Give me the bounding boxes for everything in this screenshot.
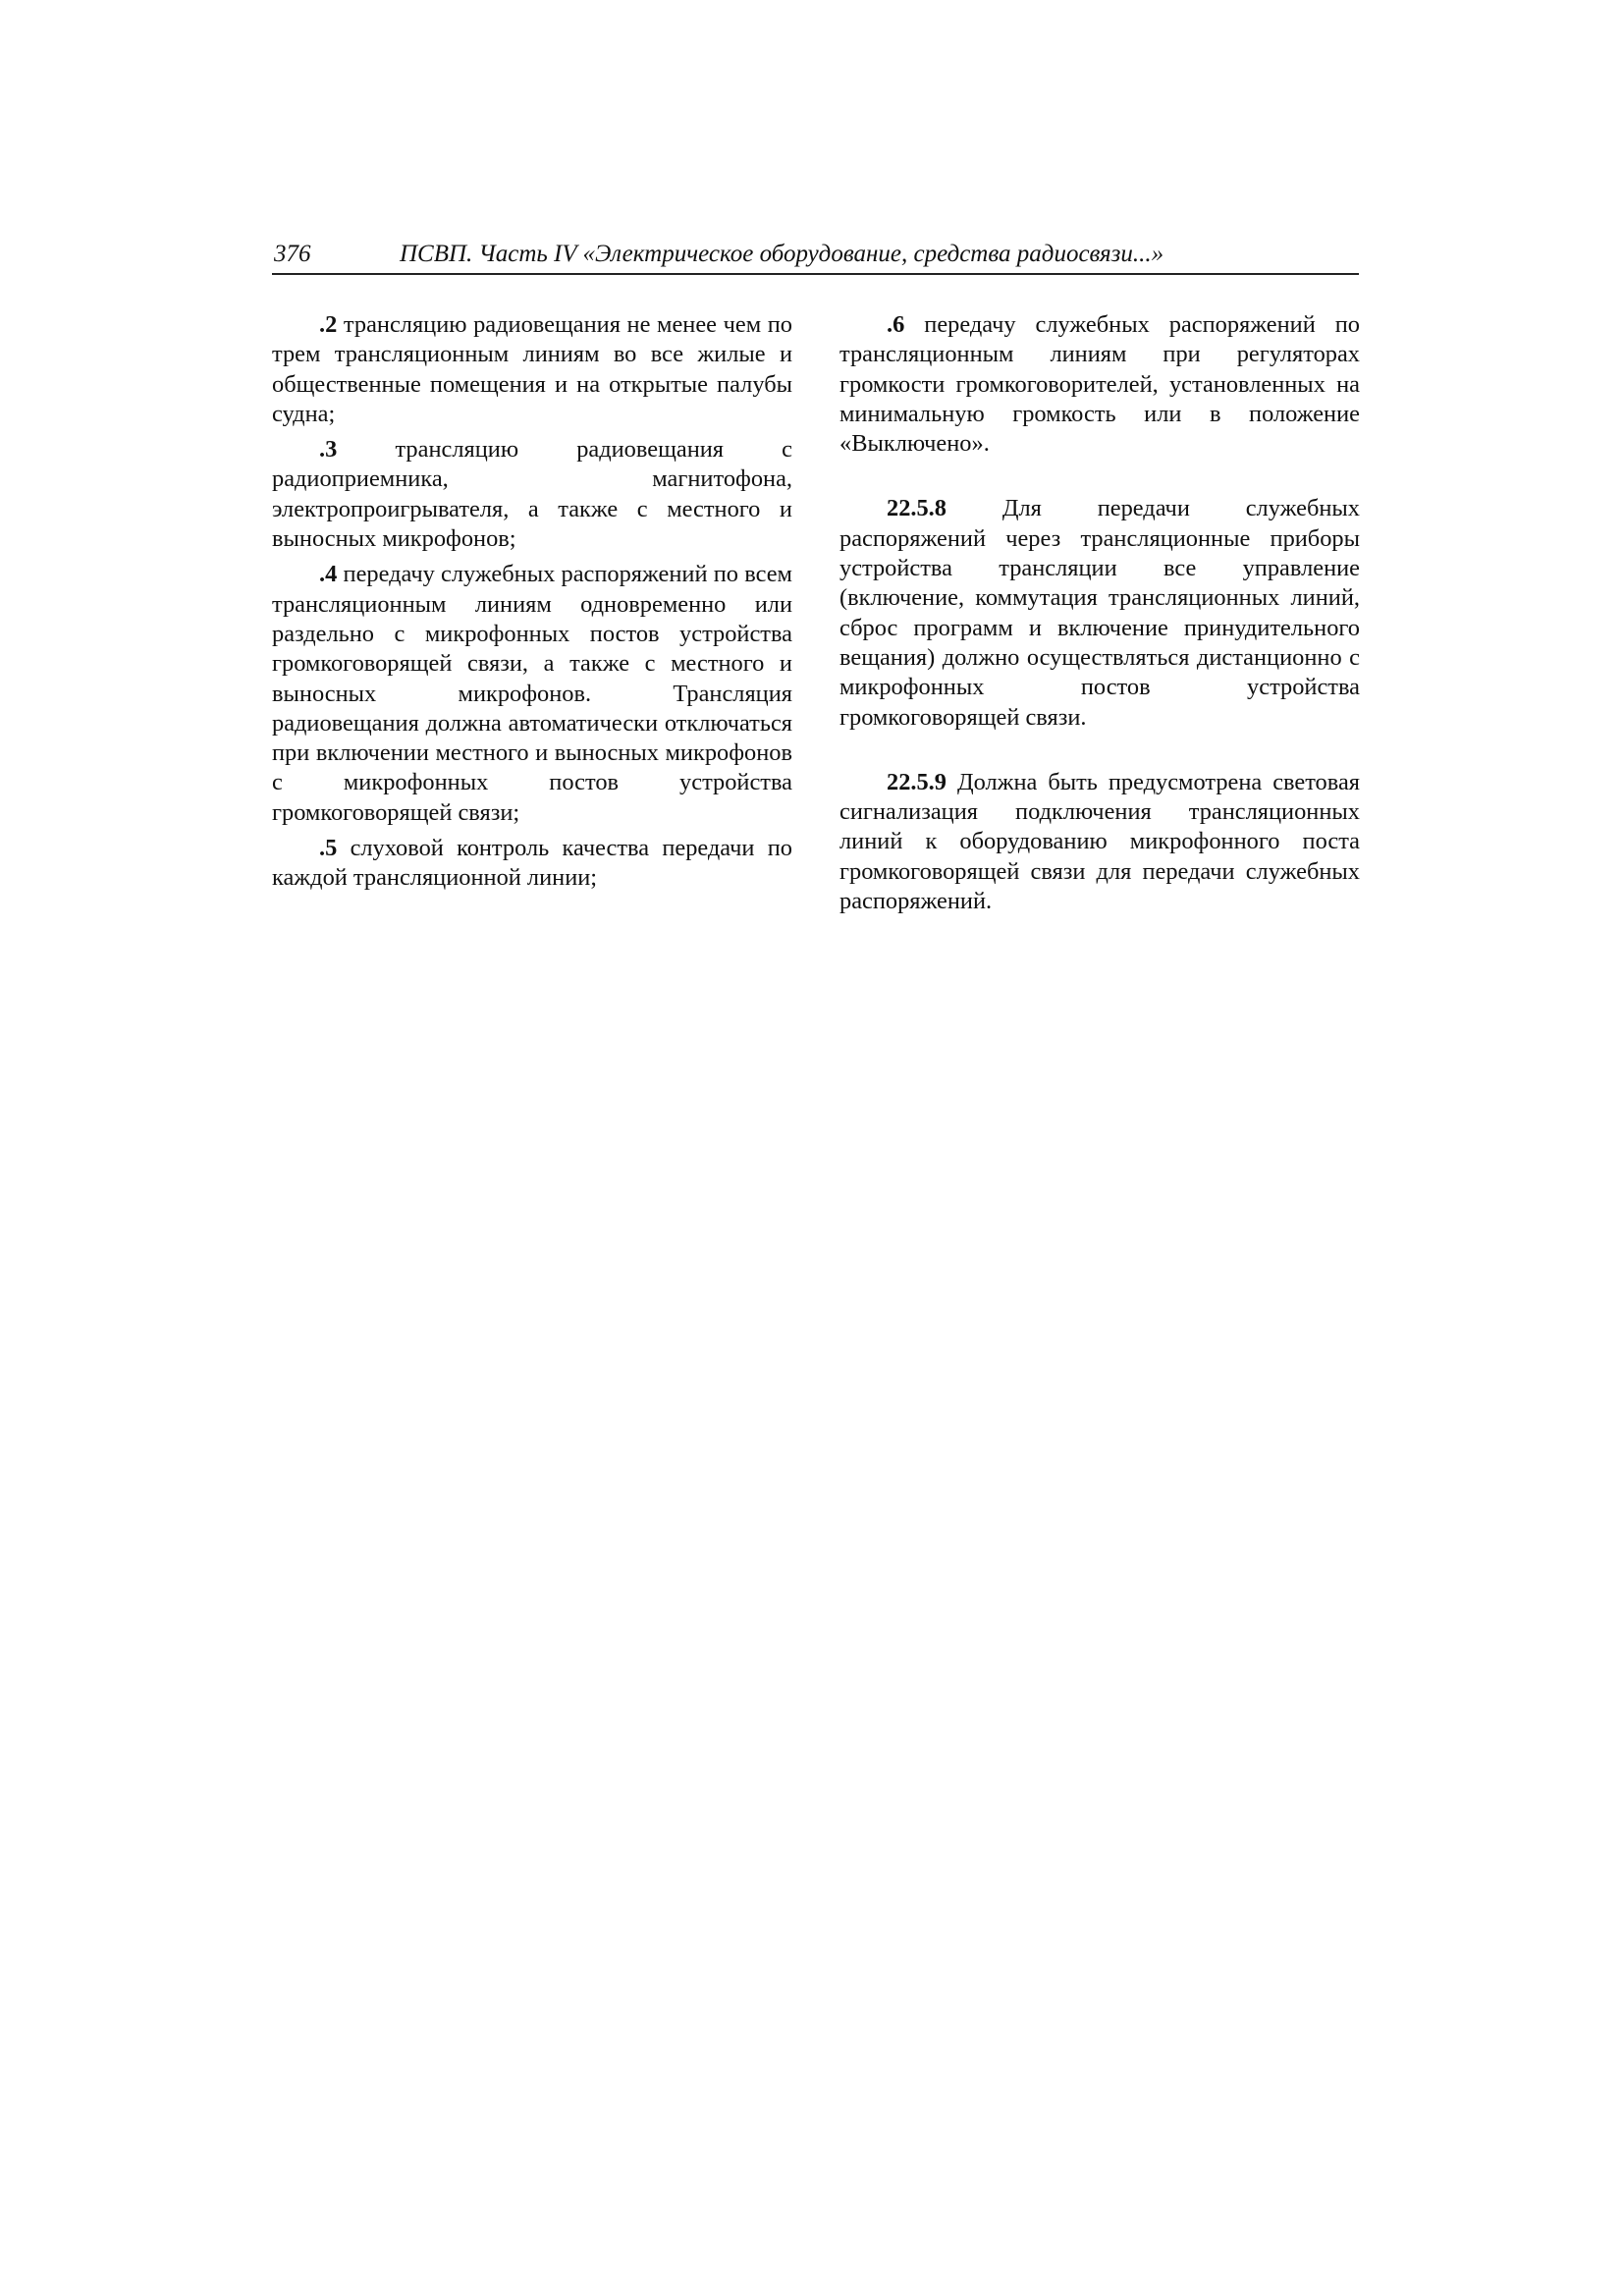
section-text: Должна быть предусмотрена световая сигнализация подключения трансляционных линий к оборудованию микрофонного поста громкоговорящей связи для передачи служебных распоряжений. [839, 768, 1360, 915]
item-number: .4 [319, 561, 338, 588]
item-number: .3 [319, 436, 338, 464]
section-number: 22.5.9 [887, 768, 947, 795]
section-22-5-9 [839, 768, 1360, 916]
page-header [272, 236, 1359, 275]
list-item-3 [272, 435, 792, 554]
running-title: ПСВП. Часть IV «Электрическое оборудование, средства радиосвязи...» [400, 241, 1164, 267]
paragraph-spacer [839, 465, 1360, 494]
right-column [839, 310, 1360, 922]
item-text: трансляцию радиовещания с радиоприемника, магнитофона, электропроигрывателя, а также с местного и выносных микрофонов; [272, 436, 792, 553]
list-item-5 [272, 834, 792, 894]
item-text: передачу служебных распоряжений по всем трансляционным линиям одновременно или раздельно с микрофонных постов устройства громкоговорящей связи, а также с местного и выносных микрофонов. Трансляция радиовещания должна автоматически отключаться при включении местного и выносных микрофонов с микрофонных постов устройства громкоговорящей связи; [272, 561, 792, 826]
item-text: слуховой контроль качества передачи по каждой трансляционной линии; [272, 835, 792, 892]
item-text: трансляцию радиовещания не менее чем по трем трансляционным линиям во все жилые и общественные помещения и на открытые палубы судна; [272, 311, 792, 427]
section-text: Для передачи служебных распоряжений через трансляционные приборы устройства трансляции все управление (включение, коммутация трансляционных линий, сброс программ и включение принудительного вещания) должно осуществляться дистанционно с микрофонных постов устройства громкоговорящей связи. [839, 495, 1360, 731]
left-column [272, 310, 792, 900]
list-item-2 [272, 310, 792, 429]
paragraph-spacer [839, 738, 1360, 768]
list-item-4 [272, 560, 792, 828]
item-number: .2 [319, 311, 338, 338]
section-22-5-8 [839, 494, 1360, 732]
item-text: передачу служебных распоряжений по трансляционным линиям при регуляторах громкости громкоговорителей, установленных на минимальную громкость или в положение «Выключено». [839, 311, 1360, 458]
list-item-6 [839, 310, 1360, 459]
item-number: .6 [887, 311, 905, 338]
section-number: 22.5.8 [887, 495, 947, 522]
page-number: 376 [274, 241, 311, 267]
item-number: .5 [319, 835, 338, 862]
